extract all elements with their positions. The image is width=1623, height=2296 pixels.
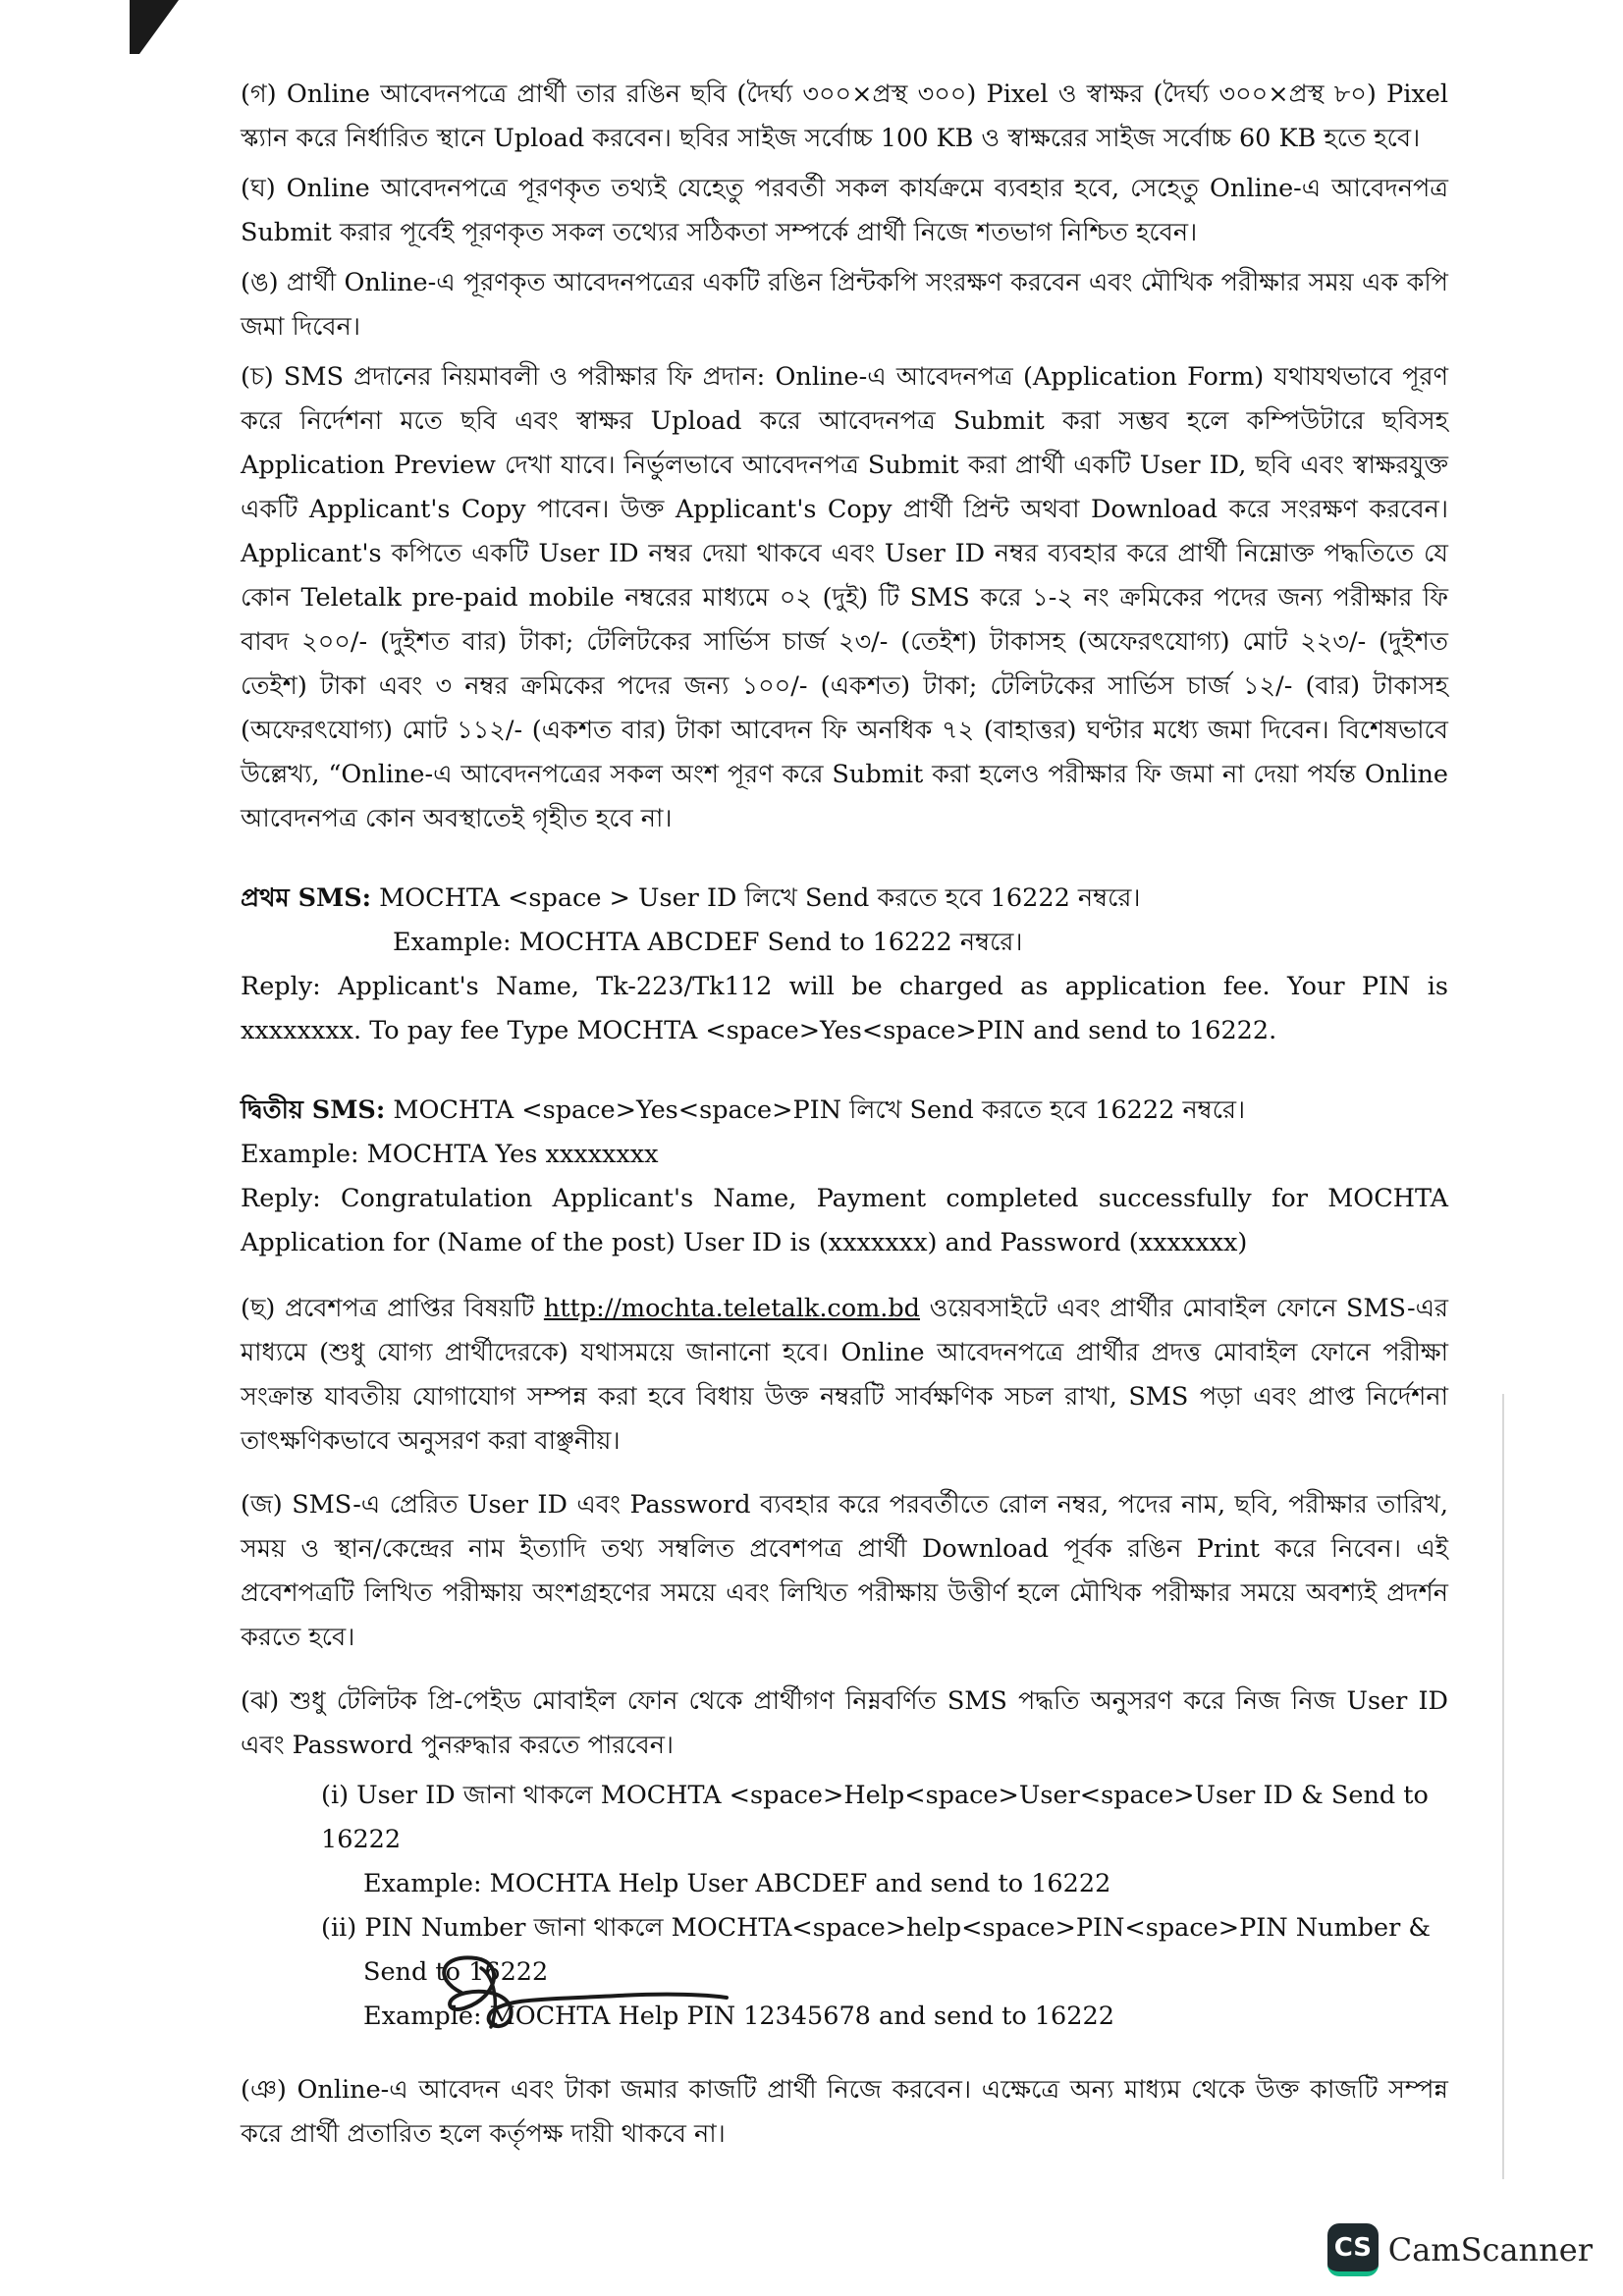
- instruction-ch: (চ) SMS প্রদানের নিয়মাবলী ও পরীক্ষার ফি প্রদান: Online-এ আবেদনপত্র (Application Form) যথাযথভাবে পূরণ করে নির্দেশনা মতে ছবি এবং স্বাক্ষর Upload করে আবেদনপত্র Submit করা সম্ভব হলে কম্পিউটারে ছবিসহ Application Preview দেখা যাবে। নির্ভুলভাবে আবেদনপত্র Submit করা প্রার্থী একটি User ID, ছবি এবং স্বাক্ষরযুক্ত একটি Applicant's Copy পাবেন। উক্ত Applicant's Copy প্রার্থী প্রিন্ট অথবা Download করে সংরক্ষণ করবেন। Applicant's কপিতে একটি User ID নম্বর দেয়া থাকবে এবং User ID নম্বর ব্যবহার করে প্রার্থী নিম্নোক্ত পদ্ধতিতে যে কোন Teletalk pre-paid mobile নম্বরের মাধ্যমে ০২ (দুই) টি SMS করে ১-২ নং ক্রমিকের পদের জন্য পরীক্ষার ফি বাবদ ২০০/- (দুইশত বার) টাকা; টেলিটকের সার্ভিস চার্জ ২৩/- (তেইশ) টাকাসহ (অফেরৎযোগ্য) মোট ২২৩/- (দুইশত তেইশ) টাকা এবং ৩ নম্বর ক্রমিকের পদের জন্য ১০০/- (একশত) টাকা; টেলিটকের সার্ভিস চার্জ ১২/- (বার) টাকাসহ (অফেরৎযোগ্য) মোট ১১২/- (একশত বার) টাকা আবেদন ফি অনধিক ৭২ (বাহাত্তর) ঘণ্টার মধ্যে জমা দিবেন। বিশেষভাবে উল্লেখ্য, “Online-এ আবেদনপত্রের সকল অংশ পূরণ করে Submit করা হলেও পরীক্ষার ফি জমা না দেয়া পর্যন্ত Online আবেদনপত্র কোন অবস্থাতেই গৃহীত হবে না।: [241, 362, 1448, 833]
- sms2-block: [241, 1089, 1448, 1265]
- jh-i-example: Example: MOCHTA Help User ABCDEF and send to 16222: [363, 1869, 1111, 1898]
- sms2-example: Example: MOCHTA Yes xxxxxxxx: [241, 1140, 659, 1169]
- camscanner-brand: CamScanner: [1387, 2231, 1593, 2269]
- sms1-reply: Reply: Applicant's Name, Tk-223/Tk112 will be charged as application fee. Your PIN is xxxxxxxx. To pay fee Type MOCHTA <space>Yes<space>PIN and send to 16222.: [241, 972, 1448, 1045]
- jh-intro: (ঝ) শুধু টেলিটক প্রি-পেইড মোবাইল ফোন থেকে প্রার্থীগণ নিম্নবর্ণিত SMS পদ্ধতি অনুসরণ করে নিজ নিজ User ID এবং Password পুনরুদ্ধার করতে পারবেন।: [241, 1686, 1448, 1760]
- sms2-label: দ্বিতীয় SMS:: [241, 1095, 386, 1125]
- sms1-example: Example: MOCHTA ABCDEF Send to 16222 নম্বরে।: [393, 928, 1023, 957]
- sms2-text: MOCHTA <space>Yes<space>PIN লিখে Send করতে হবে 16222 নম্বরে।: [385, 1095, 1246, 1125]
- jh-ii-cont: Send to 16222: [363, 1957, 549, 1987]
- sms1-block: [241, 877, 1448, 1053]
- camscanner-watermark: [1327, 2220, 1593, 2279]
- jh-i-text: (i) User ID জানা থাকলে MOCHTA <space>Help<space>User<space>User ID & Send to 16222: [321, 1781, 1429, 1854]
- camscanner-logo-icon: CS: [1327, 2223, 1379, 2276]
- instruction-gh: (ঘ) Online আবেদনপত্রে পূরণকৃত তথ্যই যেহেতু পরবর্তী সকল কার্যক্রমে ব্যবহার হবে, সেহেতু Online-এ আবেদনপত্র Submit করার পূর্বেই পূরণকৃত সকল তথ্যের সঠিকতা সম্পর্কে প্রার্থী নিজে শতভাগ নিশ্চিত হবেন।: [241, 174, 1448, 247]
- scan-corner-mark: [130, 0, 179, 54]
- chh-before: (ছ) প্রবেশপত্র প্রাপ্তির বিষয়টি: [241, 1294, 544, 1323]
- instruction-g: (গ) Online আবেদনপত্রে প্রার্থী তার রঙিন ছবি (দৈর্ঘ্য ৩০০×প্রস্থ ৩০০) Pixel ও স্বাক্ষর (দৈর্ঘ্য ৩০০×প্রস্থ ৮০) Pixel স্ক্যান করে নির্ধারিত স্থানে Upload করবেন। ছবির সাইজ সর্বোচ্চ 100 KB ও স্বাক্ষরের সাইজ সর্বোচ্চ 60 KB হতে হবে।: [241, 80, 1448, 153]
- instruction-j: (জ) SMS-এ প্রেরিত User ID এবং Password ব্যবহার করে পরবর্তীতে রোল নম্বর, পদের নাম, ছবি, পরীক্ষার তারিখ, সময় ও স্থান/কেন্দ্রের নাম ইত্যাদি তথ্য সম্বলিত প্রবেশপত্র প্রার্থী Download পূর্বক রঙিন Print করে নিবেন। এই প্রবেশপত্রটি লিখিত পরীক্ষায় অংশগ্রহণের সময়ে এবং লিখিত পরীক্ষায় উত্তীর্ণ হলে মৌখিক পরীক্ষার সময়ে অবশ্যই প্রদর্শন করতে হবে।: [241, 1490, 1448, 1652]
- instruction-ng: (ঙ) প্রার্থী Online-এ পূরণকৃত আবেদনপত্রের একটি রঙিন প্রিন্টকপি সংরক্ষণ করবেন এবং মৌখিক পরীক্ষার সময় এক কপি জমা দিবেন।: [241, 268, 1448, 342]
- instruction-ny: (ঞ) Online-এ আবেদন এবং টাকা জমার কাজটি প্রার্থী নিজে করবেন। এক্ষেত্রে অন্য মাধ্যম থেকে উক্ত কাজটি সম্পন্ন করে প্রার্থী প্রতারিত হলে কর্তৃপক্ষ দায়ী থাকবে না।: [241, 2075, 1448, 2149]
- instruction-chh: [241, 1287, 1448, 1464]
- jh-ii-text: (ii) PIN Number জানা থাকলে MOCHTA<space>help<space>PIN<space>PIN Number &: [321, 1913, 1432, 1943]
- sms2-line: [241, 1089, 1448, 1133]
- sms1-text: MOCHTA <space > User ID লিখে Send করতে হবে 16222 নম্বরে।: [371, 883, 1141, 913]
- chh-after: ওয়েবসাইটে এবং প্রার্থীর মোবাইল ফোনে SMS-এর মাধ্যমে (শুধু যোগ্য প্রার্থীদেরকে) যথাসময়ে জানানো হবে। Online আবেদনপত্রে প্রার্থীর প্রদত্ত মোবাইল ফোনে পরীক্ষা সংক্রান্ত যাবতীয় যোগাযোগ সম্পন্ন করা হবে বিধায় উক্ত নম্বরটি সার্বক্ষণিক সচল রাখা, SMS পড়া এবং প্রাপ্ত নির্দেশনা তাৎক্ষণিকভাবে অনুসরণ করা বাঞ্ছনীয়।: [241, 1294, 1448, 1456]
- sms1-line: [241, 877, 1448, 921]
- admit-card-link[interactable]: http://mochta.teletalk.com.bd: [543, 1294, 920, 1323]
- scan-edge-line: [1502, 1394, 1504, 2179]
- signature: [422, 1939, 736, 2047]
- sms1-label: প্রথম SMS:: [241, 883, 372, 913]
- sms2-reply: Reply: Congratulation Applicant's Name, Payment completed successfully for MOCHTA Application for (Name of the post) User ID is (xxxxxxx) and Password (xxxxxxx): [241, 1184, 1448, 1257]
- jh-ii-example: Example: MOCHTA Help PIN 12345678 and send to 16222: [363, 2002, 1114, 2031]
- document-body: [241, 73, 1448, 2163]
